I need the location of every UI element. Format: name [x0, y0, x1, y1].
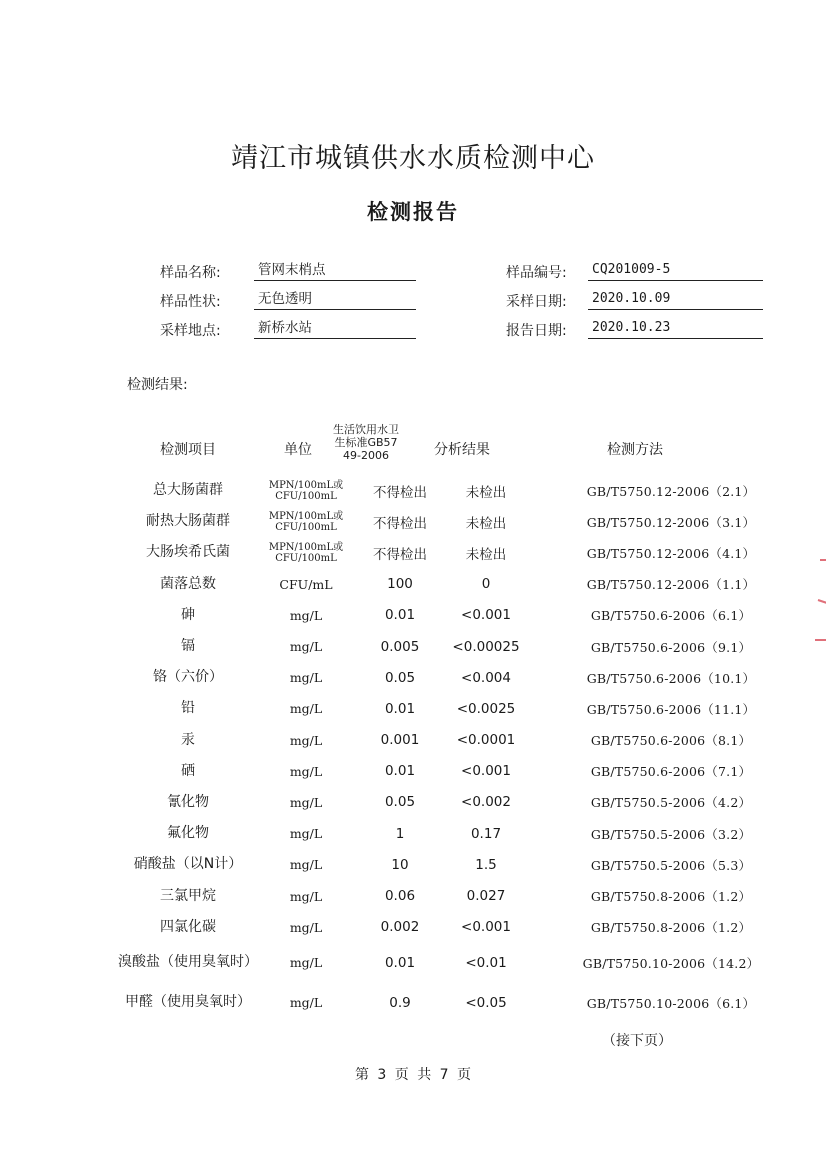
cell-result: <0.0025 [456, 700, 516, 717]
cell-standard: 0.05 [384, 794, 416, 811]
table-row [118, 983, 816, 1023]
cell-item: 溴酸盐（使用臭氧时） [118, 954, 258, 971]
cell-unit: mg/L [289, 794, 323, 810]
cell-standard: 10 [391, 856, 409, 873]
cell-unit: mg/L [289, 639, 323, 655]
table-row [118, 912, 816, 943]
table-row [118, 600, 816, 631]
report-title: 检测报告 [367, 200, 459, 224]
cell-result: 0 [481, 576, 491, 593]
cell-unit: mg/L [289, 763, 323, 779]
report-date-label: 报告日期: [506, 323, 567, 339]
cell-standard: 0.01 [384, 607, 416, 624]
cell-standard: 0.05 [384, 669, 416, 686]
cell-method: GB/T5750.6-2006（6.1） [590, 608, 752, 624]
cell-unit: MPN/100mL或CFU/100mL [268, 541, 344, 564]
cell-standard: 0.06 [384, 888, 416, 905]
sampling-site-label: 采样地点: [160, 323, 221, 339]
header-item: 检测项目 [160, 442, 216, 458]
cell-standard: 0.001 [380, 732, 420, 749]
sample-state-label: 样品性状: [160, 294, 221, 310]
header-method: 检测方法 [607, 442, 663, 458]
cell-item: 砷 [181, 606, 195, 623]
cell-standard: 0.01 [384, 763, 416, 780]
cell-method: GB/T5750.10-2006（14.2） [582, 955, 760, 971]
cell-unit: mg/L [289, 955, 323, 971]
cell-item: 甲醛（使用臭氧时） [125, 994, 251, 1011]
cell-unit: mg/L [289, 701, 323, 717]
sample-name-label: 样品名称: [160, 265, 221, 281]
cell-item: 氟化物 [167, 825, 209, 842]
cell-item: 耐热大肠菌群 [146, 513, 230, 530]
cell-item: 菌落总数 [160, 575, 216, 592]
cell-standard: 1 [395, 825, 405, 842]
cell-item: 铅 [181, 700, 195, 717]
table-row [118, 787, 816, 818]
cell-method: GB/T5750.6-2006（7.1） [590, 764, 752, 780]
organization-title: 靖江市城镇供水水质检测中心 [231, 143, 595, 174]
table-row [118, 756, 816, 787]
sampling-date-value: 2020.10.09 [588, 289, 763, 310]
cell-result: <0.0001 [456, 732, 516, 749]
cell-item: 四氯化碳 [160, 918, 216, 935]
cell-standard: 0.01 [384, 700, 416, 717]
cell-unit: mg/L [289, 995, 323, 1011]
table-row [118, 880, 816, 911]
cell-standard: 不得检出 [373, 546, 427, 563]
cell-method: GB/T5750.12-2006（1.1） [586, 577, 756, 593]
cell-standard: 不得检出 [373, 515, 427, 532]
continued-note: （接下页） [602, 1033, 672, 1049]
cell-method: GB/T5750.5-2006（3.2） [590, 826, 752, 842]
cell-standard: 0.9 [389, 994, 411, 1011]
header-standard: 生活饮用水卫生标准GB5749-2006 [333, 423, 399, 462]
cell-result: <0.004 [461, 669, 511, 686]
cell-result: <0.002 [461, 794, 511, 811]
table-row [118, 725, 816, 756]
cell-unit: CFU/mL [279, 576, 333, 592]
table-row [118, 537, 816, 568]
cell-method: GB/T5750.12-2006（4.1） [586, 545, 756, 561]
cell-result: 未检出 [465, 484, 507, 501]
cell-method: GB/T5750.8-2006（1.2） [590, 889, 752, 905]
stamp-mark [760, 500, 826, 700]
header-unit: 单位 [284, 442, 312, 458]
cell-result: <0.001 [461, 763, 511, 780]
cell-method: GB/T5750.6-2006（8.1） [590, 733, 752, 749]
cell-result: 0.17 [470, 825, 502, 842]
cell-method: GB/T5750.5-2006（4.2） [590, 795, 752, 811]
table-row [118, 818, 816, 849]
report-date-value: 2020.10.23 [588, 318, 763, 339]
table-row [118, 849, 816, 880]
cell-method: GB/T5750.12-2006（2.1） [586, 483, 756, 499]
table-row [118, 506, 816, 537]
cell-method: GB/T5750.5-2006（5.3） [590, 857, 752, 873]
results-table [118, 475, 816, 1023]
cell-item: 大肠埃希氏菌 [146, 544, 230, 561]
cell-unit: mg/L [289, 826, 323, 842]
cell-result: <0.01 [465, 954, 507, 971]
cell-method: GB/T5750.8-2006（1.2） [590, 920, 752, 936]
cell-item: 铬（六价） [153, 669, 223, 686]
cell-unit: mg/L [289, 919, 323, 935]
cell-result: <0.001 [461, 607, 511, 624]
cell-item: 硝酸盐（以N计） [133, 856, 243, 873]
cell-standard: 0.01 [384, 954, 416, 971]
table-row [118, 693, 816, 724]
sampling-site-value: 新桥水站 [254, 318, 416, 339]
cell-result: <0.05 [465, 994, 507, 1011]
cell-standard: 不得检出 [373, 484, 427, 501]
cell-result: 未检出 [465, 515, 507, 532]
cell-standard: 0.002 [380, 919, 420, 936]
cell-unit: mg/L [289, 888, 323, 904]
cell-result: 0.027 [466, 888, 506, 905]
cell-method: GB/T5750.6-2006（9.1） [590, 639, 752, 655]
cell-unit: mg/L [289, 857, 323, 873]
table-row [118, 943, 816, 983]
cell-method: GB/T5750.12-2006（3.1） [586, 514, 756, 530]
cell-unit: mg/L [289, 670, 323, 686]
table-row [118, 662, 816, 693]
cell-item: 汞 [181, 731, 195, 748]
cell-unit: MPN/100mL或CFU/100mL [268, 510, 344, 533]
page-number: 第 3 页 共 7 页 [354, 1067, 472, 1083]
cell-unit: mg/L [289, 732, 323, 748]
cell-item: 总大肠菌群 [153, 482, 223, 499]
cell-unit: mg/L [289, 607, 323, 623]
cell-item: 镉 [181, 638, 195, 655]
header-result: 分析结果 [434, 442, 490, 458]
sample-name-value: 管网末梢点 [254, 260, 416, 281]
cell-result: <0.00025 [452, 638, 520, 655]
cell-result: 1.5 [475, 856, 497, 873]
sampling-date-label: 采样日期: [506, 294, 567, 310]
cell-item: 三氯甲烷 [160, 887, 216, 904]
cell-standard: 100 [387, 576, 413, 593]
cell-method: GB/T5750.6-2006（11.1） [586, 701, 756, 717]
cell-result: 未检出 [465, 546, 507, 563]
table-row [118, 569, 816, 600]
cell-item: 硒 [181, 762, 195, 779]
sample-no-value: CQ201009-5 [588, 260, 763, 281]
sample-no-label: 样品编号: [506, 265, 567, 281]
cell-unit: MPN/100mL或CFU/100mL [268, 479, 344, 502]
results-label: 检测结果: [127, 377, 188, 393]
cell-standard: 0.005 [380, 638, 420, 655]
table-row [118, 475, 816, 506]
sample-state-value: 无色透明 [254, 289, 416, 310]
cell-method: GB/T5750.10-2006（6.1） [586, 995, 756, 1011]
cell-method: GB/T5750.6-2006（10.1） [586, 670, 756, 686]
cell-result: <0.001 [461, 919, 511, 936]
table-row [118, 631, 816, 662]
cell-item: 氰化物 [167, 793, 209, 810]
